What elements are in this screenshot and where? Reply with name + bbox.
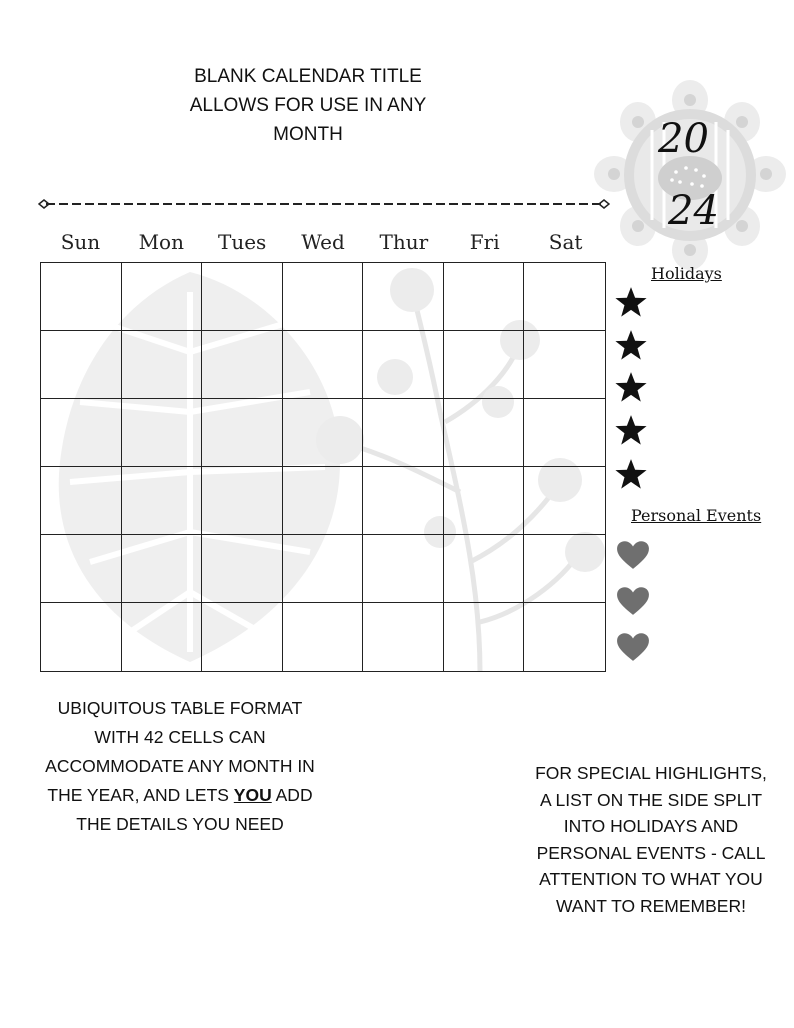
- star-icon: [614, 328, 648, 362]
- calendar-cell[interactable]: [283, 399, 364, 467]
- calendar-cell[interactable]: [41, 331, 122, 399]
- calendar-cell[interactable]: [363, 467, 444, 535]
- note-line: UBIQUITOUS TABLE FORMAT: [57, 698, 303, 718]
- calendar-cell[interactable]: [444, 467, 525, 535]
- emphasis-you: YOU: [233, 785, 272, 805]
- calendar-cell[interactable]: [202, 331, 283, 399]
- note-line: THE DETAILS YOU NEED: [76, 814, 284, 834]
- calendar-cell[interactable]: [41, 263, 122, 331]
- calendar-cell[interactable]: [444, 603, 525, 671]
- note-line: WITH 42 CELLS CAN: [94, 727, 266, 747]
- calendar-cell[interactable]: [524, 467, 605, 535]
- weekday-wed: Wed: [301, 230, 345, 254]
- calendar-cell[interactable]: [363, 535, 444, 603]
- calendar-cell[interactable]: [41, 603, 122, 671]
- title-line-2: ALLOWS FOR USE IN ANY: [189, 95, 427, 116]
- weekday-sat: Sat: [548, 230, 583, 254]
- weekday-header: [40, 230, 606, 258]
- calendar-cell[interactable]: [363, 399, 444, 467]
- calendar-cell[interactable]: [122, 535, 203, 603]
- calendar-cell[interactable]: [363, 331, 444, 399]
- calendar-cell[interactable]: [444, 399, 525, 467]
- calendar-cell[interactable]: [524, 603, 605, 671]
- calendar-cell[interactable]: [122, 263, 203, 331]
- calendar-cell[interactable]: [122, 331, 203, 399]
- calendar-cell[interactable]: [202, 467, 283, 535]
- calendar-cell[interactable]: [524, 331, 605, 399]
- heart-icon: [616, 586, 650, 616]
- weekday-mon: Mon: [138, 230, 184, 254]
- calendar-grid: [40, 262, 606, 672]
- calendar-cell[interactable]: [444, 535, 525, 603]
- calendar-cell[interactable]: [524, 263, 605, 331]
- star-icon: [614, 413, 648, 447]
- calendar-cell[interactable]: [283, 263, 364, 331]
- calendar-cell[interactable]: [41, 535, 122, 603]
- calendar-cell[interactable]: [524, 535, 605, 603]
- calendar-cell[interactable]: [363, 263, 444, 331]
- note-line: THE YEAR, AND LETS YOU ADD: [47, 785, 313, 805]
- weekday-sun: Sun: [60, 230, 101, 254]
- note-line: WANT TO REMEMBER!: [556, 895, 746, 916]
- calendar-cell[interactable]: [524, 399, 605, 467]
- table-format-note: [14, 694, 346, 839]
- star-icon: [614, 370, 648, 404]
- calendar-cell[interactable]: [202, 399, 283, 467]
- calendar-cell[interactable]: [363, 603, 444, 671]
- note-line: ATTENTION TO WHAT YOU: [539, 869, 763, 889]
- calendar-cell[interactable]: [202, 603, 283, 671]
- calendar-cell[interactable]: [122, 467, 203, 535]
- heart-icon: [616, 632, 650, 662]
- star-icon: [614, 457, 648, 491]
- calendar-cell[interactable]: [444, 263, 525, 331]
- heart-icon: [616, 540, 650, 570]
- year-bottom: 24: [668, 188, 719, 234]
- year-top: 20: [658, 116, 709, 162]
- note-line: ACCOMMODATE ANY MONTH IN: [45, 756, 315, 776]
- note-line: PERSONAL EVENTS - CALL: [536, 842, 766, 863]
- year-badge: [592, 78, 788, 274]
- title-line-1: BLANK CALENDAR TITLE: [194, 66, 422, 87]
- calendar-cell[interactable]: [444, 331, 525, 399]
- page-title: [150, 62, 466, 149]
- calendar-cell[interactable]: [41, 399, 122, 467]
- note-line: A LIST ON THE SIDE SPLIT: [539, 789, 763, 810]
- flower-badge-icon: [592, 78, 788, 274]
- personal-events-heading: Personal Events: [631, 506, 762, 525]
- calendar-cell[interactable]: [283, 331, 364, 399]
- weekday-fri: Fri: [469, 230, 500, 254]
- calendar-cell[interactable]: [283, 467, 364, 535]
- calendar-cell[interactable]: [202, 535, 283, 603]
- note-line: INTO HOLIDAYS AND: [563, 816, 739, 836]
- holidays-heading: Holidays: [651, 264, 722, 283]
- weekday-thur: Thur: [379, 230, 429, 254]
- title-divider: [38, 196, 610, 212]
- title-line-3: MONTH: [273, 124, 343, 145]
- side-list-note: [516, 760, 786, 919]
- calendar-cell[interactable]: [283, 535, 364, 603]
- star-icon: [614, 285, 648, 319]
- calendar-cell[interactable]: [202, 263, 283, 331]
- calendar-cell[interactable]: [41, 467, 122, 535]
- note-line: FOR SPECIAL HIGHLIGHTS,: [535, 763, 767, 783]
- calendar-cell[interactable]: [122, 603, 203, 671]
- calendar-cell[interactable]: [283, 603, 364, 671]
- calendar-cell[interactable]: [122, 399, 203, 467]
- weekday-tues: Tues: [217, 230, 267, 254]
